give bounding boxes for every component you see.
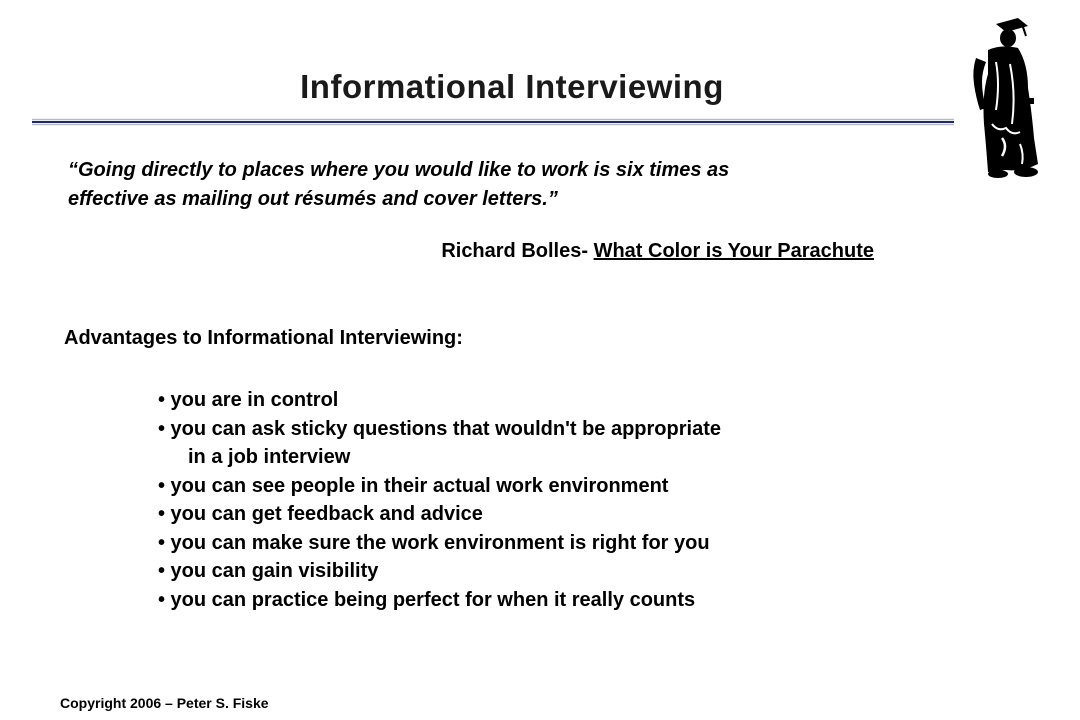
attribution-author: Richard Bolles- <box>441 240 594 262</box>
advantages-list <box>158 386 721 614</box>
copyright-footer: Copyright 2006 – Peter S. Fiske <box>60 695 269 711</box>
advantages-heading: Advantages to Informational Interviewing: <box>64 327 463 349</box>
list-item-continuation: in a job interview <box>188 446 351 468</box>
list-item: • you can get feedback and advice <box>158 503 483 525</box>
list-item: • you are in control <box>158 389 339 411</box>
list-item: • you can practice being perfect for when it really counts <box>158 588 696 611</box>
attribution-book-title: What Color is Your Parachute <box>593 240 874 262</box>
title-underline-rule <box>32 118 954 126</box>
list-item: • you can see people in their actual work environment <box>158 474 669 497</box>
list-item: • you can gain visibility <box>158 560 379 582</box>
list-item: • you can ask sticky questions that wouldn't be appropriate <box>158 417 721 440</box>
slide-title: Informational Interviewing <box>300 68 724 105</box>
quote-line: “Going directly to places where you would like to work is six times as <box>68 159 730 181</box>
quote-block <box>68 156 888 214</box>
quote-attribution <box>300 240 874 263</box>
quote-line: effective as mailing out résumés and cover letters.” <box>68 188 558 210</box>
list-item: • you can make sure the work environment is right for you <box>158 531 710 554</box>
graduate-figure-icon <box>962 14 1046 180</box>
